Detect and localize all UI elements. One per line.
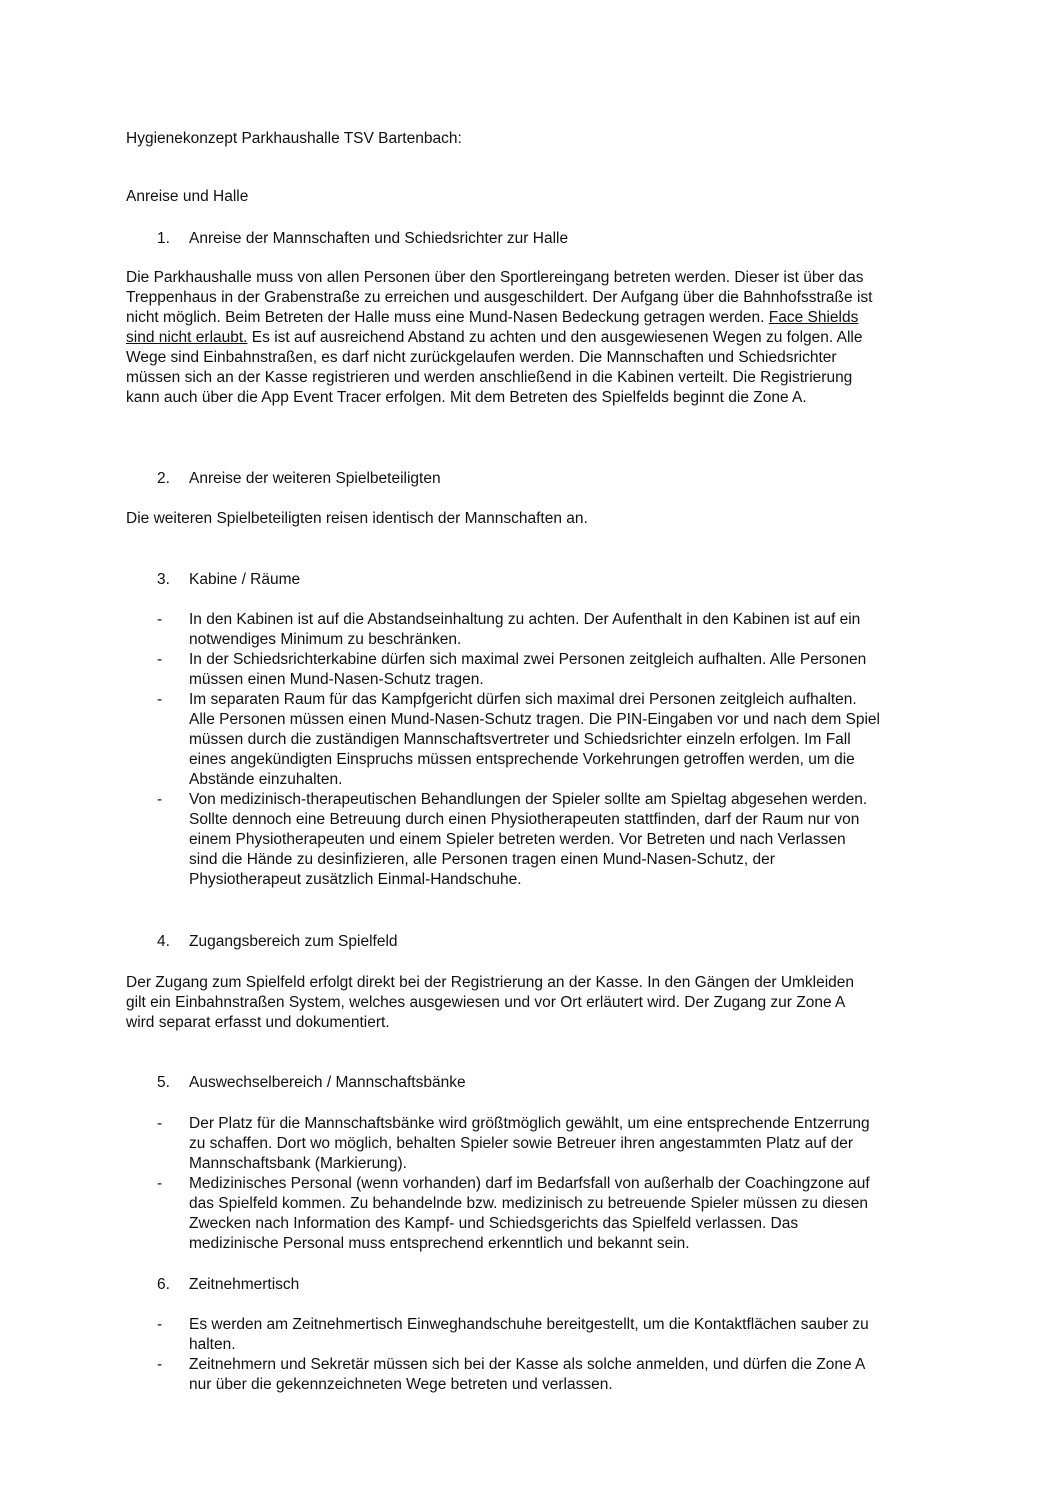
underlined-text: sind nicht erlaubt. [126, 329, 248, 346]
section-title: Kabine / Räume [189, 571, 301, 588]
document-title: Hygienekonzept Parkhaushalle TSV Bartenbach: [126, 130, 462, 147]
list-item: - Im separaten Raum für das Kampfgericht dürfen sich maximal drei Personen zeitgleich aufhalten. Alle Personen müssen einen Mund-Nasen-Schutz tragen. Die PIN-Eingaben vor und nach dem Spiel müssen durch die zuständigen Mannschaftsvertreter und Schiedsrichter einzeln erfolgen. Im Fall eines angekündigten Einspruchs müssen entsprechende Vorkehrungen getroffen werden, um die Abstände einzuhalten. [157, 691, 880, 788]
section-number: 2. [157, 470, 170, 487]
section-heading-1 [157, 229, 568, 249]
list-item: - Von medizinisch-therapeutischen Behandlungen der Spieler sollte am Spieltag abgesehen werden. Sollte dennoch eine Betreuung durch einen Physiotherapeuten stattfinden, darf der Raum nur von einem Physiotherapeuten und einem Spieler betreten werden. Vor Betreten und nach Verlassen sind die Hände zu desinfizieren, alle Personen tragen einen Mund-Nasen-Schutz, der Physiotherapeut zusätzlich Einmal-Handschuhe. [157, 791, 868, 888]
section-title: Anreise der weiteren Spielbeteiligten [189, 470, 441, 487]
section-title: Zeitnehmertisch [189, 1276, 300, 1293]
section-paragraph-1: Die Parkhaushalle muss von allen Personen über den Sportlereingang betreten werden. Dieser ist über das Treppenhaus in der Grabenstraße zu erreichen und ausgeschildert. Der Aufgang über die Bahnhofsstraße ist nicht möglich. Beim Betreten der Halle muss eine Mund-Nasen Bedeckung getragen werden. Face Shields sind nicht erlaubt. Es ist auf ausreichend Abstand zu achten und den ausgewiesenen Wegen zu folgen. Alle Wege sind Einbahnstraßen, es darf nicht zurückgelaufen werden. Die Mannschaften und Schiedsrichter müssen sich an der Kasse registrieren und werden anschließend in die Kabinen verteilt. Die Registrierung kann auch über die App Event Tracer erfolgen. Mit dem Betreten des Spielfelds beginnt die Zone A. [126, 269, 873, 406]
section-label: Anreise und Halle [126, 188, 249, 205]
section-title: Auswechselbereich / Mannschaftsbänke [189, 1074, 466, 1091]
list-item: - Zeitnehmern und Sekretär müssen sich bei der Kasse als solche anmelden, und dürfen die Zone A nur über die gekennzeichneten Wege betreten und verlassen. [157, 1356, 866, 1393]
list-item: - Medizinisches Personal (wenn vorhanden) darf im Bedarfsfall von außerhalb der Coachingzone auf das Spielfeld kommen. Zu behandelnde bzw. medizinisch zu betreuende Spieler müssen zu diesen Zwecken nach Information des Kampf- und Schiedsgerichts das Spielfeld verlassen. Das medizinische Personal muss entsprechend erkenntlich und bekannt sein. [157, 1175, 870, 1252]
section-heading-6 [157, 1275, 299, 1295]
bullet-list-6 [157, 1315, 937, 1395]
section-number: 3. [157, 571, 170, 588]
section-paragraph-4: Der Zugang zum Spielfeld erfolgt direkt bei der Registrierung an der Kasse. In den Gängen der Umkleiden gilt ein Einbahnstraßen System, welches ausgewiesen und vor Ort erläutert wird. Der Zugang zur Zone A wird separat erfasst und dokumentiert. [126, 974, 855, 1031]
section-title: Zugangsbereich zum Spielfeld [189, 933, 398, 950]
list-item: - In der Schiedsrichterkabine dürfen sich maximal zwei Personen zeitgleich aufhalten. Alle Personen müssen einen Mund-Nasen-Schutz tragen. [157, 651, 867, 688]
bullet-list-3 [157, 610, 937, 890]
section-heading-2 [157, 469, 441, 489]
section-heading-3 [157, 570, 300, 590]
section-title: Anreise der Mannschaften und Schiedsrichter zur Halle [189, 230, 569, 247]
bullet-list-5 [157, 1114, 937, 1254]
section-number: 4. [157, 933, 170, 950]
underlined-text: Face Shields [768, 309, 859, 326]
section-number: 5. [157, 1074, 170, 1091]
list-item: - In den Kabinen ist auf die Abstandseinhaltung zu achten. Der Aufenthalt in den Kabinen ist auf ein notwendiges Minimum zu beschränken. [157, 611, 861, 648]
list-item: - Der Platz für die Mannschaftsbänke wird größtmöglich gewählt, um eine entsprechende Entzerrung zu schaffen. Dort wo möglich, behalten Spieler sowie Betreuer ihren angestammten Platz auf der Mannschaftsbank (Markierung). [157, 1115, 870, 1172]
list-item: - Es werden am Zeitnehmertisch Einweghandschuhe bereitgestellt, um die Kontaktflächen sauber zu halten. [157, 1316, 869, 1353]
section-heading-4 [157, 932, 398, 952]
section-paragraph-2: Die weiteren Spielbeteiligten reisen identisch der Mannschaften an. [126, 510, 588, 527]
section-number: 1. [157, 230, 170, 247]
section-number: 6. [157, 1276, 170, 1293]
section-heading-5 [157, 1073, 466, 1093]
